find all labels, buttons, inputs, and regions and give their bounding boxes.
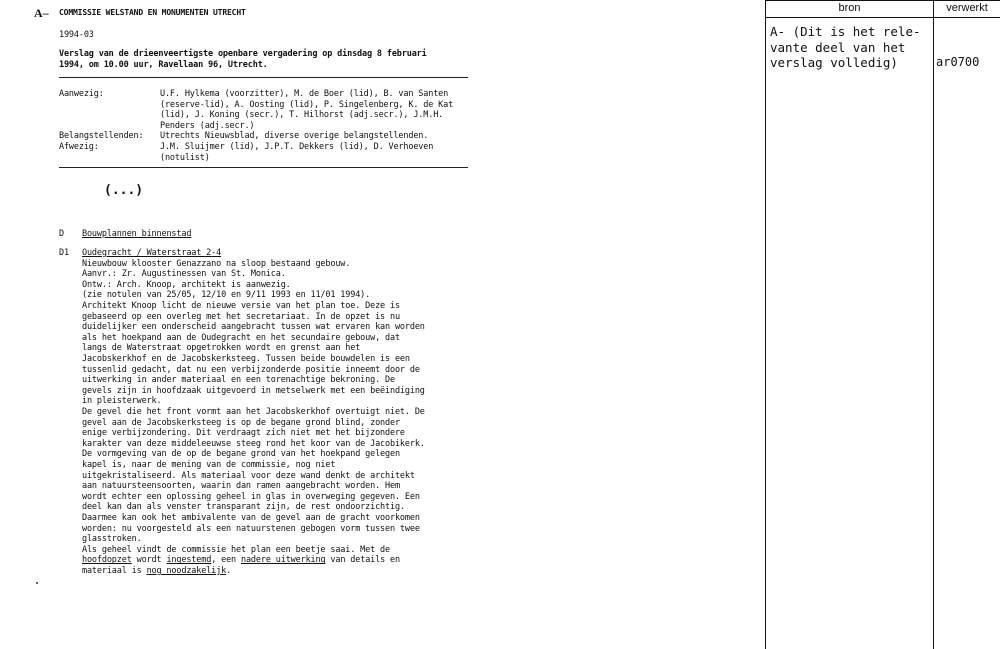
verwerkt-code: ar0700 [936,55,980,69]
underlined-phrase: ingestemd [166,555,212,566]
underlined-phrase: nog noodzakelijk [146,566,227,576]
item-body-line: glasstroken. [82,534,142,545]
bron-note-line: verslag volledig) [770,55,898,70]
item-body-line: gevel aan de Jacobskerksteeg is op de begane grond blind, zonder [82,417,400,428]
item-body-line: kapel is, naar de mening van de commissie, nog niet [82,460,336,470]
attendance-present-line: U.F. Hylkema (voorzitter), M. de Boer (lid), B. van Santen [160,89,449,99]
attendance-label-present: Aanwezig: [59,89,104,99]
section-title: Bouwplannen binnenstad [82,229,192,239]
omission-ellipsis: (...) [104,183,144,198]
item-conclusion-line [82,566,231,577]
document-title-line-1: Verslag van de drieenveertigste openbare vergadering op dinsdag 8 februari [59,49,427,59]
conclusion-text: Als geheel vindt de commissie het plan een beetje saai. Met de [82,544,390,555]
underlined-phrase: hoofdopzet [82,555,132,566]
column-header-verwerkt: verwerkt [946,2,988,14]
item-conclusion-line [82,545,390,556]
conclusion-text: materiaal is [82,566,147,576]
attendance-interested-line: Utrechts Nieuwsblad, diverse overige belangstellenden. [160,131,429,142]
section-code: D [59,229,64,239]
attendance-label-absent: Afwezig: [59,142,99,152]
item-body-line: als het hoekpand aan de Oudegracht en het secundaire gebouw, dat [82,332,400,343]
item-body-line: De gevel die het front vormt aan het Jacobskerkhof overtuigt niet. De [82,407,425,417]
attendance-present-line: Penders (adj.secr.) [160,120,255,131]
attendance-absent-line: J.M. Sluijmer (lid), J.P.T. Dekkers (lid), D. Verhoeven [160,142,434,152]
item-body-line: karakter van deze middeleeuwse steeg rond het koor van de Jacobikerk. [82,438,425,449]
item-conclusion-line [82,555,400,566]
attendance-label-interested: Belangstellenden: [59,131,144,142]
item-body-line: uitgekristaliseerd. Als materiaal voor deze wand denkt de architekt [82,470,415,481]
document-title-line-2: 1994, om 10.00 uur, Ravellaan 96, Utrecht. [59,60,268,70]
attendance-present-line: (reserve-lid), A. Oosting (lid), P. Singelenberg, K. de Kat [160,99,454,110]
item-body-line: gevels zijn in hoofdzaak uitgevoerd in metselwerk met een beëindiging [82,385,425,396]
item-body-line: Architekt Knoop licht de nieuwe versie van het plan toe. Deze is [82,301,400,311]
item-body-line: Daarmee kan ook het ambivalente van de gevel aan de gracht voorkomen [82,513,420,523]
attendance-rule [59,167,468,168]
item-body-line: aan natuursteensoorten, waarin dan ramen aangebracht worden. Hem [82,481,400,492]
table-header-bottom [765,17,1000,18]
conclusion-text: wordt [131,555,167,566]
item-body-line: Jacobskerkhof en de Jacobskerksteeg. Tussen beide bouwdelen is een [82,354,410,364]
conclusion-text: , een [211,555,241,566]
item-body-line: tussenlid gedacht, dat nu een verbijzonderde positie inneemt door de [82,364,420,375]
underlined-phrase: nadere uitwerking [241,555,326,566]
item-body-line: gebaseerd op een overleg met het secretariaat. In de opzet is nu [82,311,400,322]
conclusion-text: van details en [325,555,400,566]
item-body-line: deel kan dan als venster transparant zijn, de rest ondoorzichtig. [82,502,405,513]
item-body-line: Ontw.: Arch. Knoop, architekt is aanwezig. [82,279,291,290]
item-body-line: in pleisterwerk. [82,396,162,407]
document-marker: A– [34,6,49,20]
item-body-line: worden: nu voorgesteld als een natuurstenen gebogen vorm tussen twee [82,523,420,534]
item-body-line: duidelijker een onderscheid aangebracht tussen wat ervaren kan worden [82,322,425,333]
table-left-border [765,0,766,649]
item-body-line: langs de Waterstraat opgetrokken wordt en grenst aan het [82,343,361,354]
item-body-line: enige verbijzondering. Dit verdraagt zich niet met het bijzondere [82,428,405,439]
document-ref: 1994-03 [59,30,94,40]
attendance-present-line: (lid), J. Koning (secr.), T. Hilhorst (adj.secr.), J.M.H. [160,110,444,121]
scan-speck [36,582,38,584]
item-body-line: Aanvr.: Zr. Augustinessen van St. Monica. [82,269,286,280]
item-body-line: wordt echter een oplossing geheel in glas in overweging gegeven. Een [82,491,420,502]
table-divider [933,0,934,649]
bron-note-line: A- (Dit is het rele- [770,24,921,39]
item-body-line: De vormgeving van de op de begane grond van het hoekpand gelegen [82,449,400,460]
attendance-absent-line: (notulist) [160,152,210,163]
column-header-bron: bron [838,2,861,14]
item-body-line: uitwerking in ander materiaal en een torenachtige bekroning. De [82,375,395,386]
bron-note-line: vante deel van het [770,39,906,55]
conclusion-text: . [226,566,232,576]
document-heading: COMMISSIE WELSTAND EN MONUMENTEN UTRECHT [59,8,246,17]
item-title: Oudegracht / Waterstraat 2-4 [82,248,222,258]
table-header-top [765,0,1000,1]
item-body-line: Nieuwbouw klooster Genazzano na sloop bestaand gebouw. [82,258,351,269]
item-body-line: (zie notulen van 25/05, 12/10 en 9/11 1993 en 11/01 1994). [82,290,371,301]
title-rule [59,77,468,78]
item-code: D1 [59,248,69,258]
